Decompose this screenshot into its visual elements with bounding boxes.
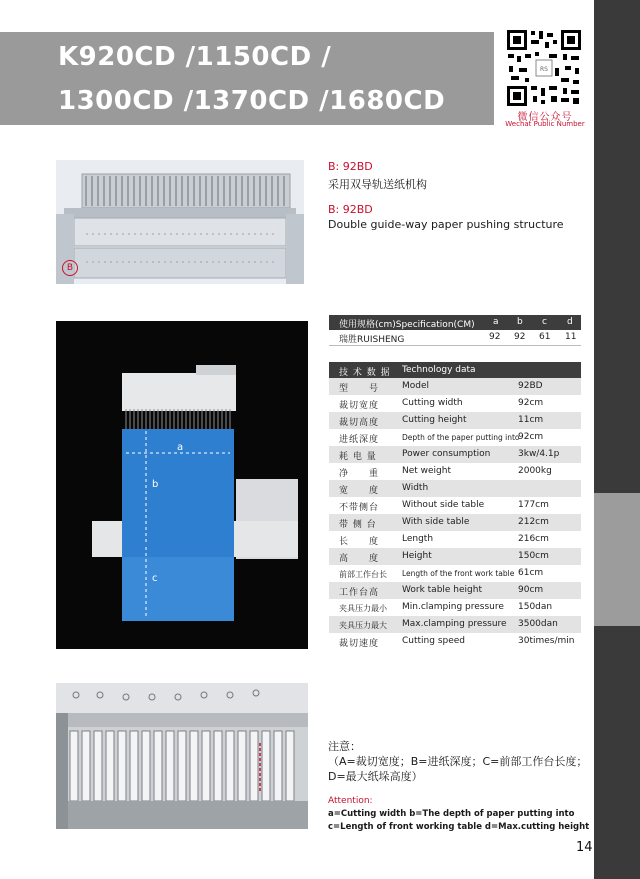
label-a: a (177, 442, 184, 453)
tech-row-en: Cutting speed (402, 636, 466, 646)
tech-row-en: Cutting width (402, 398, 463, 408)
side-bar-light (594, 493, 640, 626)
tech-row-cn: 带 侧 台 (339, 520, 377, 530)
feature-code-cn: B: 92BD (328, 160, 373, 173)
notes-title-cn: 注意： (328, 740, 361, 753)
tech-row-en: Max.clamping pressure (402, 619, 507, 629)
tech-row-value: 92cm (518, 398, 544, 408)
feature-desc-en: Double guide-way paper pushing structure (328, 218, 564, 231)
spec-row-b: 92 (514, 332, 526, 342)
tech-row-en: Min.clamping pressure (402, 602, 504, 612)
tech-row-en: Work table height (402, 585, 482, 595)
attention-line-1: a=Cutting width b=The depth of paper putting into (328, 809, 575, 819)
tech-row-cn: 净 重 (339, 469, 380, 479)
tech-row-en: With side table (402, 517, 470, 527)
qr-caption-en: Wechat Public Number (505, 120, 585, 128)
tech-row-cn: 夹具压力最小 (339, 604, 387, 613)
tech-row-cn: 不带侧台 (339, 503, 380, 513)
spec-row-d: 11 (565, 332, 577, 342)
tech-row-en: Without side table (402, 500, 485, 510)
tech-row (329, 378, 581, 395)
tech-row (329, 616, 581, 633)
spec-header-label: 使用规格(cm)Specification(CM) (339, 320, 475, 330)
tech-row-cn: 工作台高 (339, 588, 380, 598)
tech-row-cn: 宽 度 (339, 486, 380, 496)
tech-row-en: Cutting height (402, 415, 467, 425)
tech-row-en: Net weight (402, 466, 452, 476)
feature-desc-cn: 采用双导轨送纸机构 (328, 178, 427, 191)
tech-row (329, 633, 581, 650)
tech-row-value: 92BD (518, 381, 543, 391)
tech-row-value: 216cm (518, 534, 549, 544)
qr-caption-cn: 微信公众号 (517, 112, 573, 123)
tech-row-value: 212cm (518, 517, 549, 527)
tech-row-value: 92cm (518, 432, 544, 442)
qr-code (505, 28, 583, 108)
tech-header-cn: 技 术 数 据 (339, 368, 391, 378)
tech-row-en: Width (402, 483, 429, 493)
tech-row-cn: 耗 电 量 (339, 452, 377, 462)
tech-row-en: Height (402, 551, 432, 561)
attention-line-2: c=Length of front working table d=Max.cutting height (328, 822, 590, 832)
tech-row-value: 2000kg (518, 466, 552, 476)
tech-row-en: Length (402, 534, 434, 544)
spec-table-header (329, 315, 581, 330)
tech-row-cn: 高 度 (339, 554, 380, 564)
tech-row-value: 90cm (518, 585, 544, 595)
page-number: 14 (576, 840, 593, 855)
tech-row (329, 497, 581, 514)
blade-closeup-svg (56, 683, 308, 829)
spec-row-c: 61 (539, 332, 551, 342)
tech-row (329, 599, 581, 616)
svg-text:RS: RS (540, 66, 548, 73)
tech-row (329, 446, 581, 463)
tech-row-cn: 夹具压力最大 (339, 621, 387, 630)
tech-row-value: 3kw/4.1p (518, 449, 560, 459)
tech-row (329, 514, 581, 531)
tech-row (329, 565, 581, 582)
title-line-2: 1300CD /1370CD /1680CD (58, 86, 446, 116)
spec-table-row (329, 330, 581, 346)
tech-table-header (329, 362, 581, 378)
tech-row (329, 412, 581, 429)
dimension-diagram-svg (56, 321, 308, 649)
tech-row-value: 3500dan (518, 619, 558, 629)
tech-row-cn: 裁切高度 (339, 418, 380, 428)
tech-row (329, 531, 581, 548)
tech-row-cn: 前部工作台长 (339, 570, 387, 579)
tech-row-cn: 长 度 (339, 537, 380, 547)
tech-row (329, 548, 581, 565)
tech-row-cn: 裁切速度 (339, 639, 380, 649)
tech-row (329, 582, 581, 599)
side-bar-dark-bottom (594, 626, 640, 879)
tech-row-value: 150dan (518, 602, 553, 612)
photo-badge-b: B (62, 260, 78, 276)
qr-code-image (505, 28, 583, 108)
notes-line-2-cn: D=最大纸垛高度） (328, 770, 423, 783)
feature-code-en: B: 92BD (328, 203, 373, 216)
dimension-diagram (56, 321, 308, 649)
title-line-1: K920CD /1150CD / (58, 42, 332, 72)
tech-row-value: 11cm (518, 415, 544, 425)
spec-header-b: b (517, 317, 523, 327)
tech-row (329, 429, 581, 446)
attention-title: Attention: (328, 796, 373, 806)
tech-row-cn: 型 号 (339, 384, 380, 394)
tech-row-en: Length of the front work table (402, 569, 515, 578)
paper-pushing-photo (56, 160, 304, 284)
tech-row (329, 480, 581, 497)
spec-header-a: a (493, 317, 499, 327)
tech-row-value: 150cm (518, 551, 549, 561)
tech-row-value: 177cm (518, 500, 549, 510)
spec-row-label: 瑞胜RUISHENG (339, 335, 405, 345)
tech-row-en: Model (402, 381, 430, 391)
spec-header-c: c (542, 317, 547, 327)
tech-header-en: Technology data (402, 365, 476, 375)
tech-row-value: 30times/min (518, 636, 575, 646)
tech-row-en: Power consumption (402, 449, 491, 459)
paper-pusher-illustration (56, 160, 304, 284)
label-b: b (152, 479, 159, 490)
tech-row-value: 61cm (518, 568, 544, 578)
side-bar-dark-top (594, 0, 640, 493)
spec-row-a: 92 (489, 332, 501, 342)
tech-row (329, 395, 581, 412)
label-c: c (152, 573, 158, 584)
tech-row-cn: 进纸深度 (339, 435, 380, 445)
tech-row (329, 463, 581, 480)
tech-row-en: Depth of the paper putting into (402, 433, 520, 442)
notes-line-1-cn: （A=裁切宽度；B=进纸深度；C=前部工作台长度； (328, 755, 588, 768)
spec-header-d: d (567, 317, 573, 327)
blade-closeup-photo (56, 683, 308, 829)
tech-row-cn: 裁切宽度 (339, 401, 380, 411)
